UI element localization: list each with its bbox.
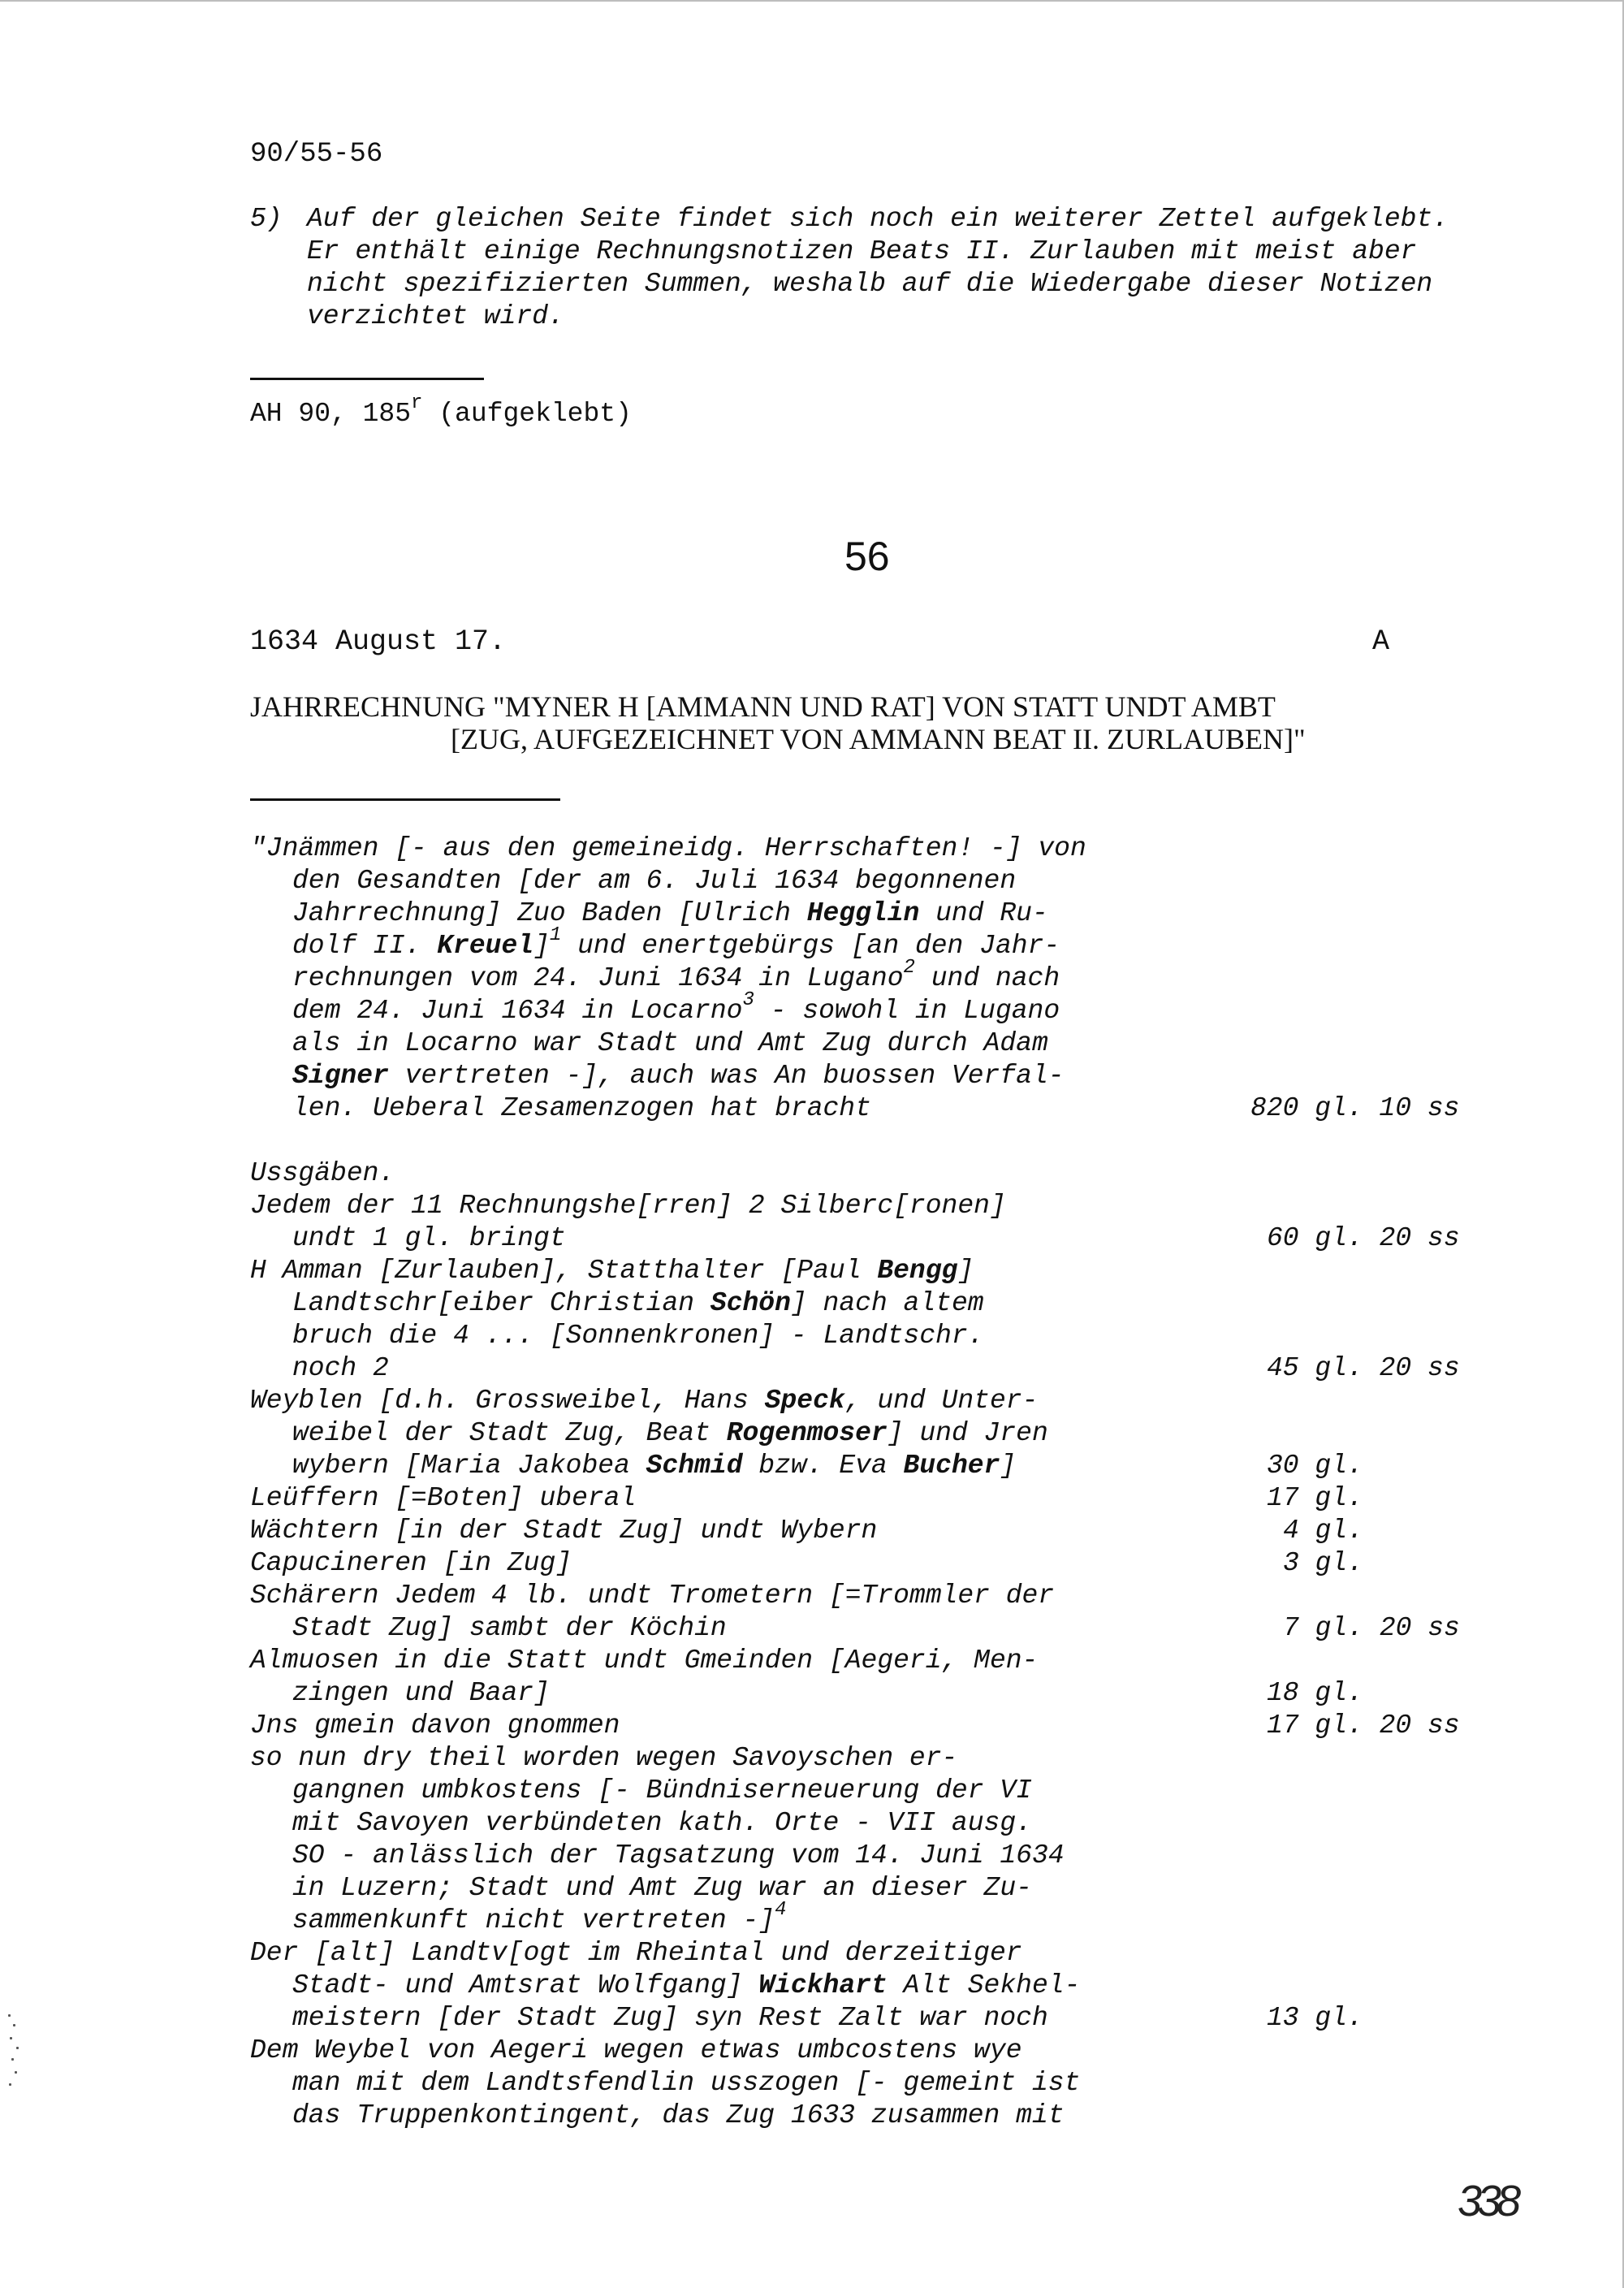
footnote-marker: 3 — [742, 989, 754, 1011]
separator-rule — [250, 378, 484, 380]
amount-value: 820 gl. 10 ss — [1250, 1093, 1460, 1123]
amount-value: 17 gl. 20 ss — [1267, 1711, 1460, 1741]
footnote-line: Auf der gleichen Seite findet sich noch ein weiterer Zettel aufgeklebt. — [307, 204, 1449, 234]
intro-line: Jahrrechnung] Zuo Baden [Ulrich Hegglin und Ru- — [292, 898, 1048, 928]
footnote-line: nicht spezifizierten Summen, weshalb auf die Wiedergabe dieser Notizen — [307, 269, 1433, 299]
entry-line: mit Savoyen verbündeten kath. Orte - VII ausg. — [292, 1808, 1032, 1838]
amount-value: 30 gl. — [1267, 1451, 1363, 1481]
intro-line: "Jnämmen [- aus den gemeineidg. Herrschaften! -] von — [250, 833, 1086, 863]
entry-line: gangnen umbkostens [- Bündniserneuerung der VI — [292, 1775, 1032, 1806]
footnote-marker: 1 — [549, 924, 562, 946]
entry-line: Stadt- und Amtsrat Wolfgang] Wickhart Alt Sekhel- — [292, 1970, 1081, 2000]
scan-edge-top — [0, 0, 1624, 2]
entry-line: Der [alt] Landtv[ogt im Rheintal und derzeitiger — [250, 1938, 1022, 1968]
separator-rule — [250, 798, 560, 801]
entry-line: man mit dem Landtsfendlin usszogen [- gemeint ist — [292, 2068, 1081, 2098]
entry-line: Almuosen in die Statt undt Gmeinden [Aegeri, Men- — [250, 1646, 1039, 1676]
entry-line: Leüffern [=Boten] uberal — [250, 1483, 637, 1513]
intro-line: den Gesandten [der am 6. Juli 1634 begonnenen — [292, 866, 1017, 896]
intro-line: rechnungen vom 24. Juni 1634 in Lugano$^2$ und nach — [292, 957, 1060, 993]
archive-reference: 90/55-56 — [250, 139, 383, 170]
footnote-marker: 2 — [903, 957, 915, 979]
amount-value: 7 gl. 20 ss — [1283, 1613, 1460, 1643]
document-title-line: [ZUG, AUFGEZEICHNET VON AMMANN BEAT II. ZURLAUBEN]" — [451, 723, 1306, 755]
document-title-line: JAHRRECHNUNG "MYNER H [AMMANN UND RAT] VON STATT UNDT AMBT — [250, 690, 1276, 723]
amount-value: 13 gl. — [1267, 2003, 1363, 2033]
intro-line: Signer vertreten -], auch was An buossen Verfal- — [292, 1061, 1065, 1091]
scan-specks — [5, 2006, 24, 2096]
amount-value: 45 gl. 20 ss — [1267, 1353, 1460, 1383]
entry-line: noch 2 — [292, 1353, 389, 1383]
entry-line: Stadt Zug] sambt der Köchin — [292, 1613, 727, 1643]
intro-line: dem 24. Juni 1634 in Locarno$^3$ - sowohl in Lugano — [292, 989, 1060, 1026]
source-reference: AH 90, 185$^r$ (aufgeklebt) — [250, 392, 632, 429]
amount-value: 4 gl. — [1283, 1516, 1364, 1546]
entry-line: Landtschr[eiber Christian Schön] nach altem — [292, 1288, 984, 1318]
section-heading: Ussgäben. — [250, 1158, 395, 1188]
handwritten-page-number: 338 — [1458, 2177, 1517, 2225]
entry-line: so nun dry theil worden wegen Savoyschen er- — [250, 1743, 958, 1773]
entry-line: Jns gmein davon gnommen — [250, 1711, 620, 1741]
classification-letter: A — [1372, 625, 1390, 658]
entry-line: Capucineren [in Zug] — [250, 1548, 572, 1578]
entry-line: H Amman [Zurlauben], Statthalter [Paul Bengg] — [250, 1256, 974, 1286]
intro-line: als in Locarno war Stadt und Amt Zug durch Adam — [292, 1028, 1048, 1058]
footnote-number: 5) — [250, 204, 283, 234]
footnote-line: verzichtet wird. — [307, 301, 564, 331]
entry-line: Wächtern [in der Stadt Zug] undt Wybern — [250, 1516, 878, 1546]
entry-line: sammenkunft nicht vertreten -]$^4$ — [292, 1899, 787, 1936]
entry-line: Weyblen [d.h. Grossweibel, Hans Speck, und Unter- — [250, 1386, 1039, 1416]
entry-line: in Luzern; Stadt und Amt Zug war an dieser Zu- — [292, 1873, 1032, 1903]
entry-line: das Truppenkontingent, das Zug 1633 zusammen mit — [292, 2100, 1065, 2130]
entry-line: meistern [der Stadt Zug] syn Rest Zalt war noch — [292, 2003, 1048, 2033]
entry-line: Schärern Jedem 4 lb. undt Trometern [=Trommler der — [250, 1581, 1055, 1611]
entry-line: Dem Weybel von Aegeri wegen etwas umbcostens wye — [250, 2035, 1022, 2065]
amount-value: 18 gl. — [1267, 1678, 1363, 1708]
entry-line: zingen und Baar] — [292, 1678, 550, 1708]
footnote-line: Er enthält einige Rechnungsnotizen Beats II. Zurlauben mit meist aber — [307, 236, 1417, 266]
entry-line: weibel der Stadt Zug, Beat Rogenmoser] und Jren — [292, 1418, 1048, 1448]
document-number: 56 — [844, 534, 890, 579]
amount-value: 3 gl. — [1283, 1548, 1364, 1578]
footnote-marker: 4 — [775, 1899, 787, 1921]
entry-line: undt 1 gl. bringt — [292, 1223, 566, 1253]
intro-line: len. Ueberal Zesamenzogen hat bracht — [292, 1093, 871, 1123]
entry-line: wybern [Maria Jakobea Schmid bzw. Eva Bucher] — [292, 1451, 1017, 1481]
entry-line: bruch die 4 ... [Sonnenkronen] - Landtschr. — [292, 1321, 984, 1351]
amount-value: 17 gl. — [1267, 1483, 1363, 1513]
amount-value: 60 gl. 20 ss — [1267, 1223, 1460, 1253]
intro-line: dolf II. Kreuel]$^1$ und enertgebürgs [an den Jahr- — [292, 924, 1060, 961]
entry-line: Jedem der 11 Rechnungshe[rren] 2 Silberc[ronen] — [250, 1191, 1006, 1221]
document-date: 1634 August 17. — [250, 625, 507, 658]
entry-line: SO - anlässlich der Tagsatzung vom 14. Juni 1634 — [292, 1840, 1065, 1871]
